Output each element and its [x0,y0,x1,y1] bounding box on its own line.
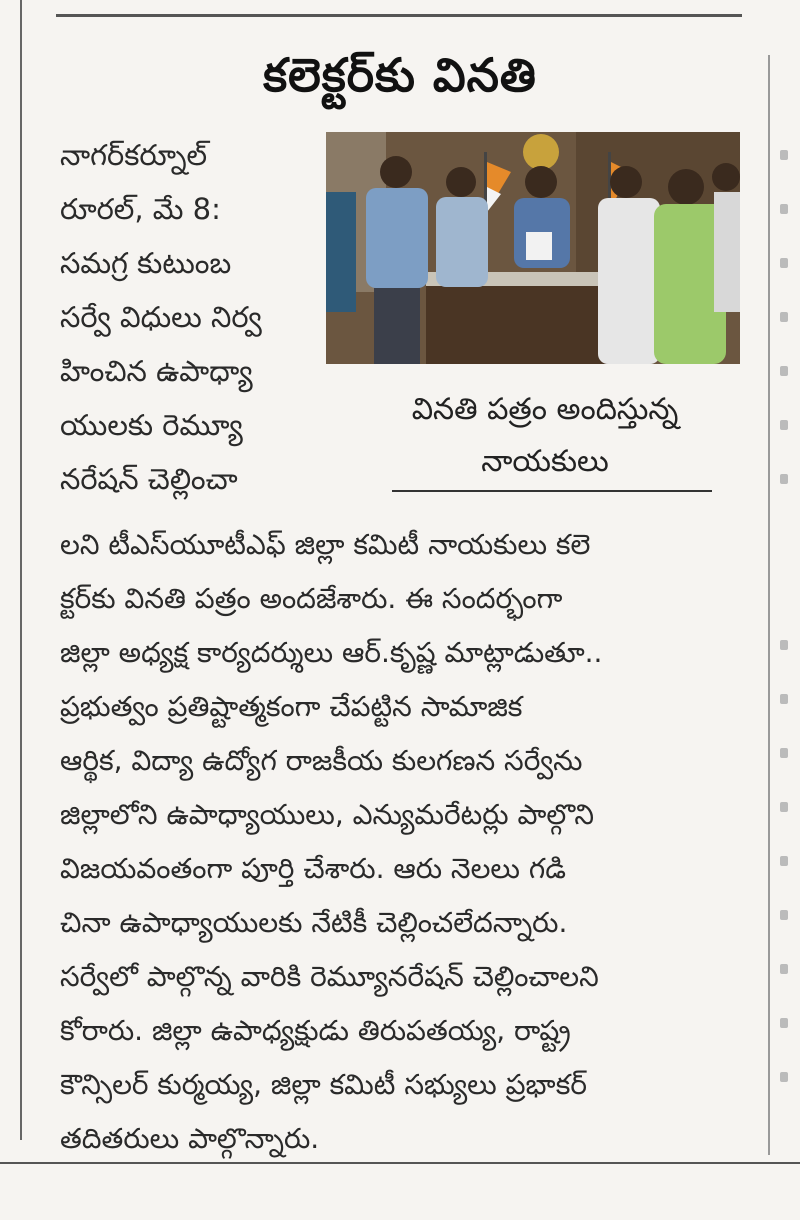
article-headline: కలెక్టర్‌కు వినతి [263,48,537,102]
office-scene-image [326,132,740,364]
left-column-rule [20,0,22,1140]
article-body-text: లని టీఎస్‌యూటీఎఫ్ జిల్లా కమిటీ నాయకులు కలె క్టర్‌కు వినతి పత్రం అందజేశారు. ఈ సందర్భంగా జిల్లా అధ్యక్ష కార్యదర్శులు ఆర్.కృష్ణ మాట్లాడుతూ.. ప్రభుత్వం ప్రతిష్టాత్మకంగా చేపట్టిన సామాజిక ఆర్థిక, విద్యా ఉద్యోగ రాజకీయ కులగణన సర్వేను జిల్లాలోని ఉపాధ్యాయులు, ఎన్యుమరేటర్లు పాల్గొని విజయవంతంగా పూర్తి చేశారు. ఆరు నెలలు గడి చినా ఉపాధ్యాయులకు నేటికీ చెల్లించలేదన్నారు. సర్వేలో పాల్గొన్న వారికి రెమ్యూనరేషన్ చెల్లించాలని కోరారు. జిల్లా ఉపాధ్యక్షుడు తిరుపతయ్య, రాష్ట్ర కౌన్సిలర్ కుర్మయ్య, జిల్లా కమిటీ సభ్యులు ప్రభాకర్ తదితరులు పాల్గొన్నారు. [60,528,603,1155]
caption-rule [392,490,712,492]
adjacent-column-fragment [776,140,796,1140]
top-rule [56,14,742,17]
photo-caption: వినతి పత్రం అందిస్తున్న నాయకులు [411,392,679,479]
article-lead-text: నాగర్‌కర్నూల్ రూరల్, మే 8: సమగ్ర కుటుంబ సర్వే విధులు నిర్వ హించిన ఉపాధ్యా యులకు రెమ్యూ నరేషన్ చెల్లించా [60,138,262,496]
right-column-rule [768,55,770,1155]
news-photo [326,132,740,364]
bottom-rule [0,1162,800,1164]
